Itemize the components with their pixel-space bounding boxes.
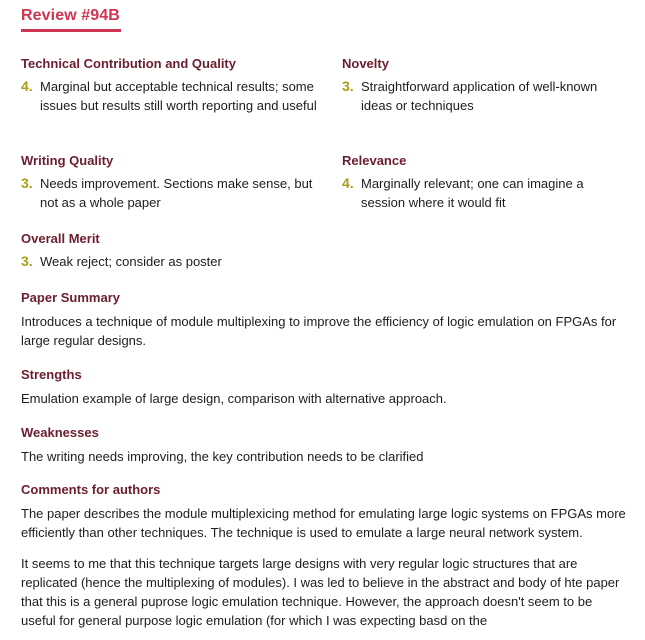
score-heading: Overall Merit xyxy=(21,231,100,246)
score-value: 3. xyxy=(342,78,354,94)
section-heading: Weaknesses xyxy=(21,425,99,440)
score-heading: Writing Quality xyxy=(21,153,114,168)
score-description: Straightforward application of well-known ideas or techniques xyxy=(361,79,598,113)
section-strengths xyxy=(21,367,626,408)
score-row xyxy=(21,174,321,212)
section-heading: Paper Summary xyxy=(21,290,120,305)
score-overall-merit xyxy=(21,231,321,271)
section-comments-for-authors xyxy=(21,482,626,630)
section-heading: Strengths xyxy=(21,367,82,382)
section-paper-summary xyxy=(21,290,626,350)
score-row xyxy=(342,174,612,212)
section-weaknesses xyxy=(21,425,626,466)
review-title-underline xyxy=(21,29,121,32)
section-body: Emulation example of large design, comparison with alternative approach. xyxy=(21,391,447,406)
score-description: Marginal but acceptable technical results; some issues but results still worth reporting and useful xyxy=(40,79,317,113)
section-body: Introduces a technique of module multiplexing to improve the efficiency of logic emulation on FPGAs for large regular designs. xyxy=(21,314,617,348)
score-value: 3. xyxy=(21,253,33,269)
score-heading: Relevance xyxy=(342,153,407,168)
score-technical-contribution xyxy=(21,56,321,115)
score-value: 3. xyxy=(21,175,33,191)
score-value: 4. xyxy=(21,78,33,94)
score-row xyxy=(342,77,627,115)
comments-paragraph-2: It seems to me that this technique targets large designs with very regular logic structures that are replicated (hence the multiplexing of modules). I was led to believe in the abstract and body of hte paper that this is a general puprose logic emulation technique. However, the approach doesn't seem to be useful for general purpose logic emulation (for which I was expecting basd on the xyxy=(21,556,620,628)
score-novelty xyxy=(342,56,627,115)
score-relevance xyxy=(342,153,612,212)
score-heading: Technical Contribution and Quality xyxy=(21,56,236,71)
score-description: Weak reject; consider as poster xyxy=(40,254,222,269)
score-row xyxy=(21,252,321,271)
score-description: Needs improvement. Sections make sense, but not as a whole paper xyxy=(40,176,313,210)
score-value: 4. xyxy=(342,175,354,191)
comments-paragraph-1: The paper describes the module multiplexicing method for emulating large logic systems on FPGAs more efficiently than other techniques. The technique is used to emulate a large neural network system. xyxy=(21,506,626,540)
section-heading: Comments for authors xyxy=(21,482,161,497)
score-heading: Novelty xyxy=(342,56,389,71)
review-title: Review #94B xyxy=(21,7,120,24)
score-writing-quality xyxy=(21,153,321,212)
section-body: The writing needs improving, the key contribution needs to be clarified xyxy=(21,449,424,464)
score-description: Marginally relevant; one can imagine a session where it would fit xyxy=(361,176,584,210)
score-row xyxy=(21,77,321,115)
